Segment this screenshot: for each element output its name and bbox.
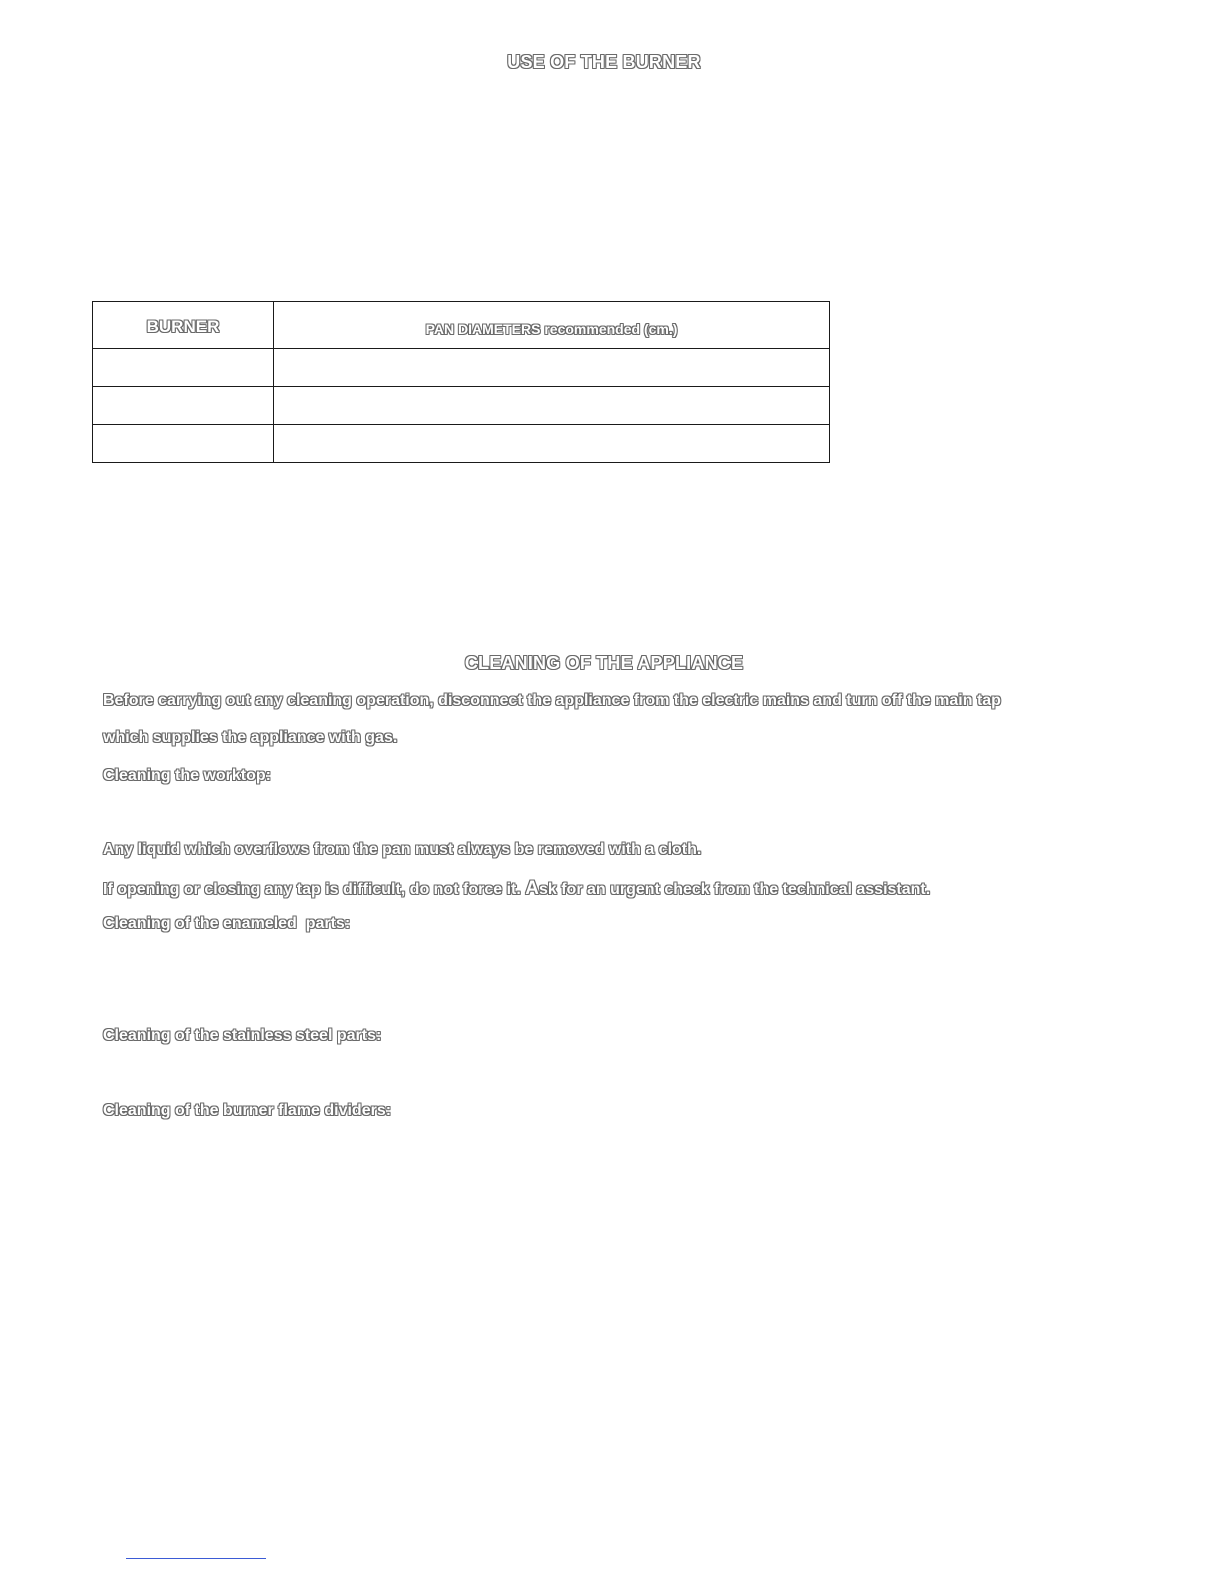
table-row [93, 425, 830, 463]
cleaning-intro-line-2: which supplies the appliance with gas. [103, 729, 398, 746]
table-row [93, 349, 830, 387]
table-cell-burner [93, 349, 274, 387]
header-burner: BURNER [93, 302, 274, 349]
subheading-flame-dividers: Cleaning of the burner flame dividers: [103, 1102, 392, 1119]
subheading-stainless-steel-parts: Cleaning of the stainless steel parts: [103, 1027, 382, 1044]
pan-diameter-table [92, 301, 830, 463]
table-cell-diameter [274, 387, 830, 425]
header-pan-diameters: PAN DIAMETERS recommended (cm.) [274, 302, 830, 349]
tap-text-large-letter: A [525, 878, 539, 899]
cleaning-intro-line-1: Before carrying out any cleaning operation, disconnect the appliance from the electric mains and turn off the main tap [103, 692, 1001, 709]
liquid-overflow-text: Any liquid which overflows from the pan must always be removed with a cloth. [103, 841, 702, 858]
tap-difficulty-text [103, 878, 930, 900]
table-cell-burner [93, 387, 274, 425]
table-cell-diameter [274, 425, 830, 463]
table-header-row [93, 302, 830, 349]
subheading-enameled-parts: Cleaning of the enameled parts: [103, 915, 351, 932]
tap-text-part-1: If opening or closing any tap is difficult, do not force it. [103, 881, 526, 898]
table-cell-diameter [274, 349, 830, 387]
subheading-worktop: Cleaning the worktop: [103, 767, 271, 784]
table-cell-burner [93, 425, 274, 463]
tap-text-part-2: sk for an urgent check from the technical assistant. [538, 881, 931, 898]
footnote-separator-line [126, 1558, 266, 1559]
section-title-cleaning: CLEANING OF THE APPLIANCE [464, 653, 744, 673]
table-row [93, 387, 830, 425]
section-title-use-of-burner: USE OF THE BURNER [507, 52, 701, 72]
